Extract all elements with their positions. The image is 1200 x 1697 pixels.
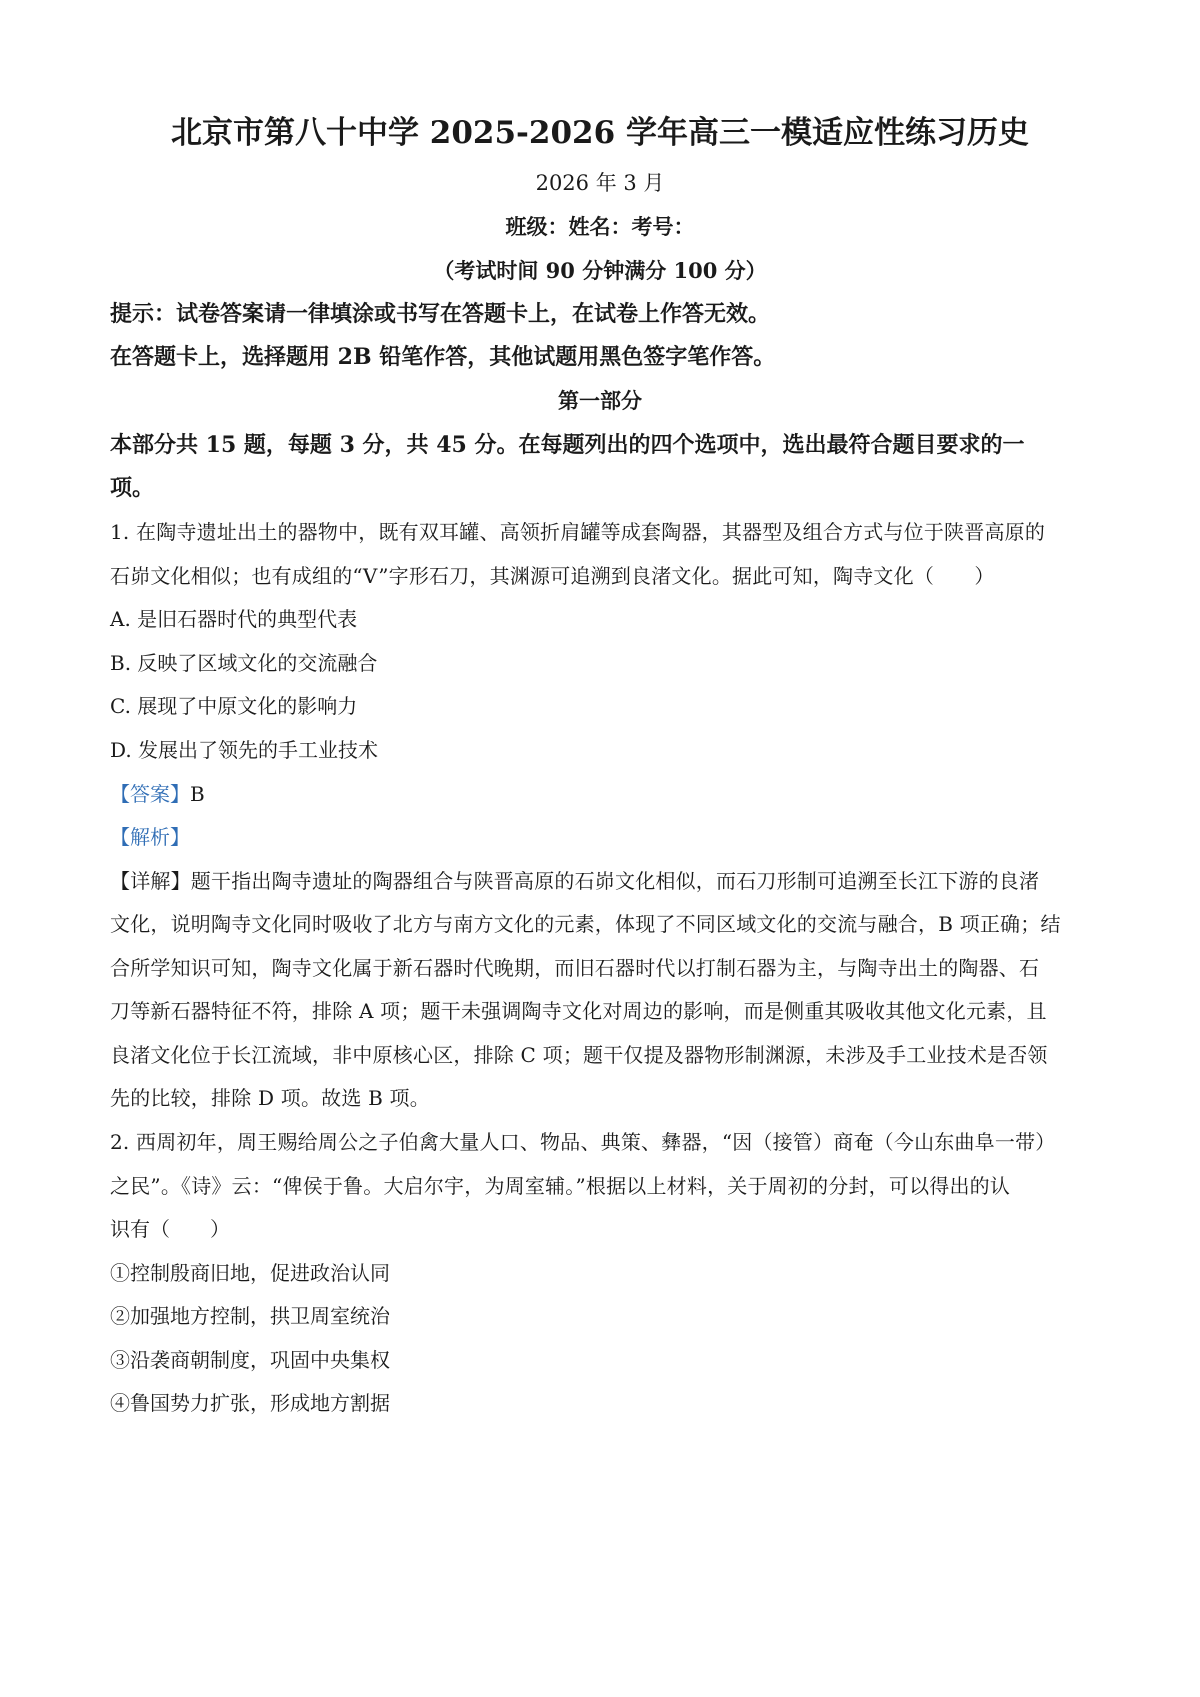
section-instruction-1: 本部分共 15 题，每题 3 分，共 45 分。在每题列出的四个选项中，选出最符合题目要求的一 [110,432,1025,458]
question-2-stem-3: 识有（ ） [110,1217,230,1241]
question-1-stem-1: 1. 在陶寺遗址出土的器物中，既有双耳罐、高领折肩罐等成套陶器，其器型及组合方式与位于陕晋高原的 [110,520,1046,544]
question-2-item: ①控制殷商旧地，促进政治认同 [110,1261,390,1285]
question-1-option-b: B. 反映了区域文化的交流融合 [110,651,378,675]
question-2-stem-1: 2. 西周初年，周王赐给周公之子伯禽大量人口、物品、典策、彝器，“因（接管）商奄（今山东曲阜一带） [110,1130,1056,1154]
question-1-option-d: D. 发展出了领先的手工业技术 [110,738,379,762]
question-1-stem-2: 石峁文化相似；也有成组的“V”字形石刀，其渊源可追溯到良渚文化。据此可知，陶寺文化（ ） [110,564,995,588]
question-1-option-c: C. 展现了中原文化的影响力 [110,694,358,718]
document-title: 北京市第八十中学 2025-2026 学年高三一模适应性练习历史 [170,115,1029,151]
exam-date: 2026 年 3 月 [535,171,665,195]
section-title: 第一部分 [558,388,642,413]
answer-value: B [190,782,205,806]
question-2-stem-2: 之民”。《诗》云：“俾侯于鲁。大启尔宇，为周室辅。”根据以上材料，关于周初的分封，可以得出的认 [110,1174,1011,1198]
question-2-item: ②加强地方控制，拱卫周室统治 [110,1304,390,1328]
question-1-option-a: A. 是旧石器时代的典型代表 [110,607,358,631]
notice-line-1: 提示：试卷答案请一律填涂或书写在答题卡上，在试卷上作答无效。 [110,301,771,327]
exam-info: （考试时间 90 分钟满分 100 分） [433,258,767,283]
student-fields: 班级：姓名：考号： [505,214,695,239]
detail-line: 文化，说明陶寺文化同时吸收了北方与南方文化的元素，体现了不同区域文化的交流与融合，B 项正确；结 [110,912,1061,936]
notice-line-2: 在答题卡上，选择题用 2B 铅笔作答，其他试题用黑色签字笔作答。 [110,344,776,370]
question-1-answer [110,780,1100,808]
analysis-label: 【解析】 [110,825,190,849]
question-2-item: ④鲁国势力扩张，形成地方割据 [110,1391,390,1415]
detail-line: 先的比较，排除 D 项。故选 B 项。 [110,1086,430,1110]
answer-label: 【答案】 [110,782,190,806]
detail-line: 刀等新石器特征不符，排除 A 项；题干未强调陶寺文化对周边的影响，而是侧重其吸收其他文化元素，且 [110,999,1047,1023]
question-2-item: ③沿袭商朝制度，巩固中央集权 [110,1348,390,1372]
detail-line: 合所学知识可知，陶寺文化属于新石器时代晚期，而旧石器时代以打制石器为主，与陶寺出土的陶器、石 [110,956,1040,980]
detail-line: 良渚文化位于长江流域，非中原核心区，排除 C 项；题干仅提及器物形制渊源，未涉及手工业技术是否领 [110,1043,1048,1067]
section-instruction-2: 项。 [110,475,155,501]
detail-line: 【详解】题干指出陶寺遗址的陶器组合与陕晋高原的石峁文化相似，而石刀形制可追溯至长江下游的良渚 [110,869,1040,893]
